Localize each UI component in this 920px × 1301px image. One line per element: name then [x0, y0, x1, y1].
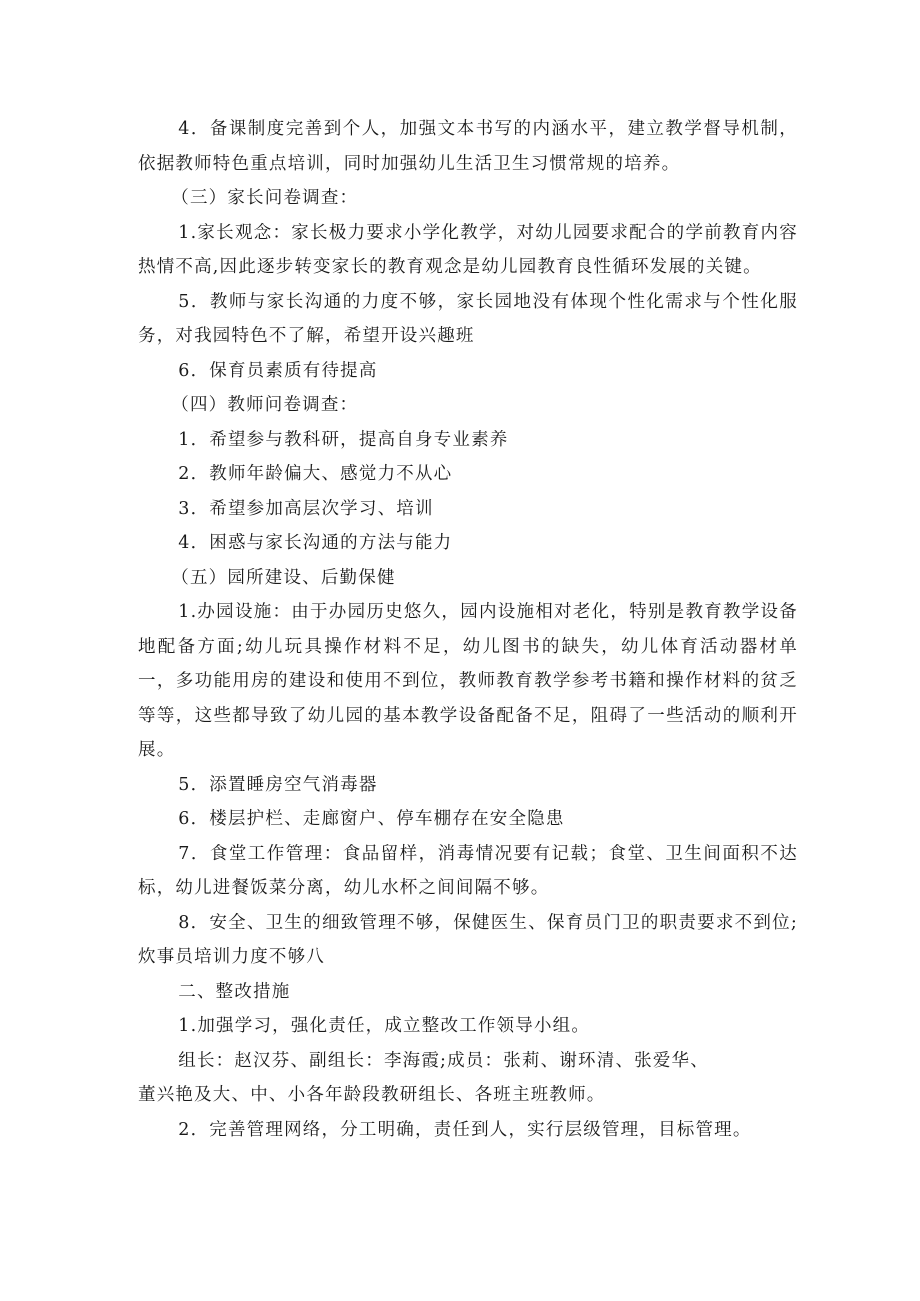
section-heading-teacher-survey: （四）教师问卷调查：	[171, 395, 359, 415]
paragraph-10: 4．困惑与家长沟通的方法与能力	[178, 533, 453, 553]
paragraph-1: 4．备课制度完善到个人，加强文本书写的内涵水平，建立教学督导机制，依据教师特色重点培训，同时加强幼儿生活卫生习惯常规的培养。	[138, 119, 798, 174]
paragraph-5: 6．保育员素质有待提高	[178, 360, 378, 381]
section-heading-facilities: （五）园所建设、后勤保健	[171, 567, 396, 588]
paragraph-15: 7．食堂工作管理：食品留样，消毒情况要有记载；食堂、卫生间面积不达标，幼儿进餐饭菜分离，幼儿水杯之间间隔不够。	[138, 843, 798, 898]
paragraph-21: 2．完善管理网络，分工明确，责任到人，实行层级管理，目标管理。	[178, 1119, 752, 1140]
section-heading-rectification: 二、整改措施	[178, 981, 291, 1002]
paragraph-20: 董兴艳及大、中、小各年龄段教研组长、各班主班教师。	[138, 1085, 606, 1105]
paragraph-12: 1.办园设施：由于办园历史悠久，园内设施相对老化，特别是教育教学设备地配备方面;幼儿玩具操作材料不足，幼儿图书的缺失，幼儿体育活动器材单一，多功能用房的建设和使用不到位，教师教育教学参考书籍和操作材料的贫乏等等，这些都导致了幼儿园的基本教学设备配备不足，阻碍了一些活动的顺利开展。	[138, 602, 798, 760]
section-heading-parent-survey: （三）家长问卷调查：	[171, 188, 359, 208]
paragraph-18: 1.加强学习，强化责任，成立整改工作领导小组。	[178, 1016, 591, 1036]
paragraph-8: 2．教师年龄偏大、感觉力不从心	[178, 464, 453, 484]
paragraph-14: 6．楼层护栏、走廊窗户、停车棚存在安全隐患	[178, 809, 565, 829]
document-body	[138, 112, 798, 1147]
paragraph-13: 5．添置睡房空气消毒器	[178, 774, 378, 795]
paragraph-4: 5．教师与家长沟通的力度不够，家长园地没有体现个性化需求与个性化服务，对我园特色不了解，希望开设兴趣班	[138, 291, 798, 346]
paragraph-7: 1．希望参与教科研，提高自身专业素养	[178, 429, 509, 450]
paragraph-16: 8．安全、卫生的细致管理不够，保健医生、保育员门卫的职责要求不到位;炊事员培训力度不够八	[138, 912, 798, 967]
paragraph-19: 组长：赵汉芬、副组长：李海霞;成员：张莉、谢环清、张爱华、	[178, 1050, 709, 1071]
paragraph-3: 1.家长观念：家长极力要求小学化教学，对幼儿园要求配合的学前教育内容热情不高,因此逐步转变家长的教育观念是幼儿园教育良性循环发展的关键。	[138, 222, 798, 277]
paragraph-9: 3．希望参加高层次学习、培训	[178, 498, 434, 519]
